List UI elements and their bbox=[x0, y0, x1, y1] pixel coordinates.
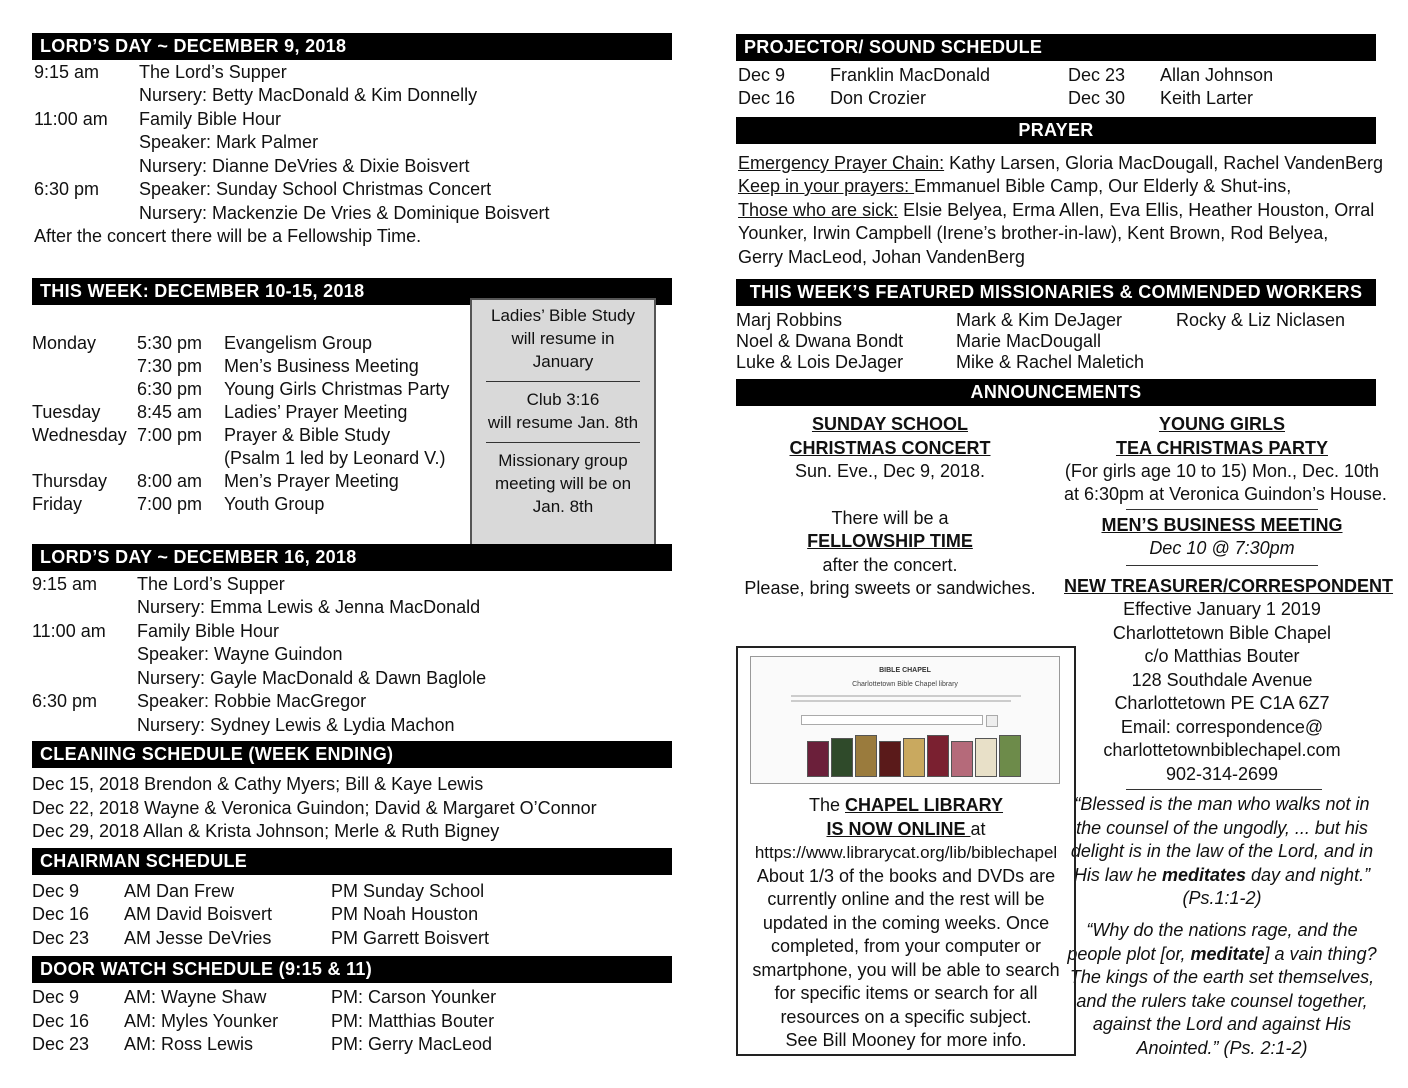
am-door: AM: Wayne Shaw bbox=[124, 987, 267, 1007]
sick-names: Elsie Belyea, Erma Allen, Eva Ellis, Heather Houston, Orral bbox=[898, 200, 1375, 220]
service-item: Nursery: Gayle MacDonald & Dawn Baglole bbox=[137, 668, 487, 688]
chairman-header: CHAIRMAN SCHEDULE bbox=[32, 848, 672, 875]
concert-title: SUNDAY SCHOOL bbox=[811, 414, 969, 434]
quote-emphasis: meditates bbox=[1161, 865, 1246, 885]
book-cover bbox=[903, 738, 925, 777]
girls-title: YOUNG GIRLS bbox=[1158, 414, 1285, 434]
door-watch-header: DOOR WATCH SCHEDULE (9:15 & 11) bbox=[32, 956, 672, 983]
this-week-header: THIS WEEK: DECEMBER 10-15, 2018 bbox=[32, 278, 672, 305]
girls-details: (For girls age 10 to 15) Mon., Dec. 10th bbox=[1064, 461, 1380, 481]
quote-line bbox=[1064, 943, 1380, 966]
event: Prayer & Bible Study bbox=[224, 425, 391, 445]
projector-header: PROJECTOR/ SOUND SCHEDULE bbox=[736, 34, 1376, 61]
service-item: Family Bible Hour bbox=[139, 109, 282, 129]
service-item: Speaker: Sunday School Christmas Concert bbox=[139, 179, 492, 199]
library-body-line: updated in the coming weeks. Once bbox=[762, 913, 1050, 933]
day: Monday bbox=[32, 333, 97, 353]
notice-line: Jan. 8th bbox=[532, 497, 594, 516]
library-title-line bbox=[738, 818, 1074, 841]
time: 8:45 am bbox=[137, 402, 203, 422]
quote-text: His law he bbox=[1073, 865, 1162, 885]
pm-door: PM: Matthias Bouter bbox=[331, 1011, 495, 1031]
notice-line: Missionary group bbox=[498, 451, 628, 470]
service-item: The Lord’s Supper bbox=[137, 574, 285, 594]
quote-line: The kings of the earth set themselves, bbox=[1069, 967, 1375, 987]
service-item: Nursery: Dianne DeVries & Dixie Boisvert bbox=[139, 156, 470, 176]
ladies-study-notice bbox=[472, 304, 654, 373]
search-input[interactable] bbox=[801, 715, 983, 725]
date: Dec 9 bbox=[32, 987, 80, 1007]
event: Young Girls Christmas Party bbox=[224, 379, 450, 399]
cleaning-row: Dec 22, 2018 Wayne & Veronica Guindon; David & Margaret O’Connor bbox=[32, 798, 597, 818]
notice-line: will resume in bbox=[511, 329, 615, 348]
time: 11:00 am bbox=[32, 621, 106, 641]
book-cover bbox=[951, 741, 973, 777]
am-chair: AM Dan Frew bbox=[124, 881, 235, 901]
service-item: Nursery: Emma Lewis & Jenna MacDonald bbox=[137, 597, 481, 617]
library-logo: BIBLE CHAPEL bbox=[879, 667, 931, 674]
book-cover bbox=[879, 741, 901, 777]
time: 9:15 am bbox=[34, 62, 100, 82]
search-icon[interactable] bbox=[986, 715, 998, 727]
divider bbox=[486, 381, 640, 382]
day: Thursday bbox=[32, 471, 108, 491]
event: Men’s Prayer Meeting bbox=[224, 471, 399, 491]
quote-line: Anointed.” (Ps. 2:1-2) bbox=[1136, 1038, 1308, 1058]
treasurer-line: 128 Southdale Avenue bbox=[1131, 670, 1313, 690]
service-item: Speaker: Wayne Guindon bbox=[137, 644, 343, 664]
missionary: Marj Robbins bbox=[736, 310, 843, 330]
date: Dec 9 bbox=[32, 881, 80, 901]
am-door: AM: Ross Lewis bbox=[124, 1034, 254, 1054]
cleaning-row: Dec 15, 2018 Brendon & Cathy Myers; Bill & Kaye Lewis bbox=[32, 774, 484, 794]
library-body-line: resources on a specific subject. bbox=[780, 1007, 1032, 1027]
quote-emphasis: meditate bbox=[1190, 944, 1265, 964]
resume-notice-box bbox=[470, 298, 656, 546]
missionary: Mark & Kim DeJager bbox=[956, 310, 1123, 330]
quote-line: the counsel of the ungodly, ... but his bbox=[1076, 818, 1368, 838]
day: Tuesday bbox=[32, 402, 101, 422]
event: (Psalm 1 led by Leonard V.) bbox=[224, 448, 446, 468]
quote-line: and the rulers take counsel together, bbox=[1076, 991, 1368, 1011]
treasurer-title: NEW TREASURER/CORRESPONDENT bbox=[1064, 576, 1394, 596]
notice-line: January bbox=[532, 352, 594, 371]
girls-title: TEA CHRISTMAS PARTY bbox=[1115, 438, 1328, 458]
day: Friday bbox=[32, 494, 83, 514]
missionary: Marie MacDougall bbox=[956, 331, 1102, 351]
am-door: AM: Myles Younker bbox=[124, 1011, 279, 1031]
pm-chair: PM Noah Houston bbox=[331, 904, 479, 924]
date: Dec 23 bbox=[32, 1034, 90, 1054]
service-item: Family Bible Hour bbox=[137, 621, 280, 641]
book-cover bbox=[927, 735, 949, 777]
lords-day-dec9-header: LORD’S DAY ~ DECEMBER 9, 2018 bbox=[32, 33, 672, 60]
pm-chair: PM Sunday School bbox=[331, 881, 485, 901]
pm-chair: PM Garrett Boisvert bbox=[331, 928, 490, 948]
fellowship-text: after the concert. bbox=[822, 555, 958, 575]
service-item: Nursery: Sydney Lewis & Lydia Machon bbox=[137, 715, 455, 735]
prayer-chain-line bbox=[738, 152, 1383, 175]
missionary: Luke & Lois DeJager bbox=[736, 352, 904, 372]
mens-meeting-time: Dec 10 @ 7:30pm bbox=[1149, 538, 1295, 558]
library-title: IS NOW ONLINE bbox=[826, 819, 971, 839]
announcements-header: ANNOUNCEMENTS bbox=[736, 379, 1376, 406]
sick-names-cont: Younker, Irwin Campbell (Irene’s brother-in-law), Kent Brown, Rod Belyea, bbox=[738, 223, 1329, 243]
event: Ladies’ Prayer Meeting bbox=[224, 402, 408, 422]
prayer-chain-label: Emergency Prayer Chain: bbox=[738, 153, 945, 173]
service-item: Speaker: Robbie MacGregor bbox=[137, 691, 367, 711]
divider bbox=[1126, 789, 1322, 790]
prayer-chain-names: Kathy Larsen, Gloria MacDougall, Rachel VandenBerg bbox=[944, 153, 1384, 173]
library-site-title: Charlottetown Bible Chapel library bbox=[852, 681, 958, 688]
keep-in-prayers-line bbox=[738, 175, 1291, 198]
service-item: Nursery: Betty MacDonald & Kim Donnelly bbox=[139, 85, 478, 105]
pm-door: PM: Carson Younker bbox=[331, 987, 497, 1007]
fellowship-title: FELLOWSHIP TIME bbox=[807, 531, 973, 551]
book-cover bbox=[807, 741, 829, 777]
date: Dec 16 bbox=[32, 904, 90, 924]
operator: Allan Johnson bbox=[1160, 65, 1274, 85]
cleaning-row: Dec 29, 2018 Allan & Krista Johnson; Merle & Ruth Bigney bbox=[32, 821, 500, 841]
date: Dec 23 bbox=[32, 928, 90, 948]
missionary: Noel & Dwana Bondt bbox=[736, 331, 904, 351]
date: Dec 23 bbox=[1068, 65, 1126, 85]
lords-day-dec16-header: LORD’S DAY ~ DECEMBER 16, 2018 bbox=[32, 544, 672, 571]
event: Evangelism Group bbox=[224, 333, 373, 353]
fellowship-text: Please, bring sweets or sandwiches. bbox=[744, 578, 1036, 598]
treasurer-line: Effective January 1 2019 bbox=[1123, 599, 1321, 619]
service-item: The Lord’s Supper bbox=[139, 62, 287, 82]
book-cover bbox=[855, 735, 877, 777]
girls-details: at 6:30pm at Veronica Guindon’s House. bbox=[1064, 484, 1387, 504]
notice-line: Ladies’ Bible Study bbox=[491, 306, 635, 325]
text-placeholder bbox=[791, 695, 1021, 697]
library-body-line: About 1/3 of the books and DVDs are bbox=[756, 866, 1056, 886]
quote-line: “Why do the nations rage, and the bbox=[1086, 920, 1358, 940]
am-chair: AM Jesse DeVries bbox=[124, 928, 272, 948]
time: 7:30 pm bbox=[137, 356, 203, 376]
book-cover bbox=[975, 738, 997, 777]
operator: Keith Larter bbox=[1160, 88, 1254, 108]
cleaning-header: CLEANING SCHEDULE (WEEK ENDING) bbox=[32, 741, 672, 768]
quote-line: “Blessed is the man who walks not in bbox=[1074, 794, 1370, 814]
time: 6:30 pm bbox=[34, 179, 100, 199]
quote-reference: (Ps.1:1-2) bbox=[1182, 888, 1262, 908]
time: 6:30 pm bbox=[137, 379, 203, 399]
library-title-line bbox=[738, 794, 1074, 817]
time: 8:00 am bbox=[137, 471, 203, 491]
prayer-header: PRAYER bbox=[736, 117, 1376, 144]
sick-names-cont: Gerry MacLeod, Johan VandenBerg bbox=[738, 247, 1025, 267]
day: Wednesday bbox=[32, 425, 127, 445]
am-chair: AM David Boisvert bbox=[124, 904, 273, 924]
divider bbox=[1126, 509, 1318, 510]
concert-date: Sun. Eve., Dec 9, 2018. bbox=[794, 461, 986, 481]
mens-meeting-title: MEN’S BUSINESS MEETING bbox=[1101, 515, 1343, 535]
quote-line bbox=[1064, 864, 1380, 887]
quote-text: day and night.” bbox=[1245, 865, 1371, 885]
treasurer-email: Email: correspondence@ bbox=[1120, 717, 1324, 737]
text-placeholder bbox=[791, 700, 1011, 702]
date: Dec 30 bbox=[1068, 88, 1126, 108]
fellowship-text: There will be a bbox=[831, 508, 949, 528]
quote-text: people plot [or, bbox=[1067, 944, 1191, 964]
date: Dec 16 bbox=[738, 88, 796, 108]
treasurer-line: Charlottetown PE C1A 6Z7 bbox=[1114, 693, 1330, 713]
operator: Don Crozier bbox=[830, 88, 927, 108]
library-title: CHAPEL LIBRARY bbox=[845, 795, 1004, 815]
treasurer-phone: 902-314-2699 bbox=[1165, 764, 1279, 784]
library-url[interactable]: https://www.librarycat.org/lib/biblechapel bbox=[754, 843, 1058, 862]
library-body-line: See Bill Mooney for more info. bbox=[785, 1030, 1027, 1050]
club-notice bbox=[472, 388, 654, 434]
quote-line: against the Lord and against His bbox=[1092, 1014, 1352, 1034]
missionary: Mike & Rachel Maletich bbox=[956, 352, 1145, 372]
time: 6:30 pm bbox=[32, 691, 98, 711]
library-text: The bbox=[808, 795, 845, 815]
library-body-line: smartphone, you will be able to search bbox=[752, 960, 1060, 980]
notice-line: meeting will be on bbox=[494, 474, 632, 493]
treasurer-email: charlottetownbiblechapel.com bbox=[1103, 740, 1341, 760]
keep-in-prayers-names: Emmanuel Bible Camp, Our Elderly & Shut-ins, bbox=[914, 176, 1292, 196]
book-cover bbox=[831, 738, 853, 777]
treasurer-line: c/o Matthias Bouter bbox=[1144, 646, 1300, 666]
treasurer-line: Charlottetown Bible Chapel bbox=[1112, 623, 1332, 643]
quote-text: ] a vain thing? bbox=[1264, 944, 1377, 964]
library-body-line: currently online and the rest will be bbox=[767, 889, 1045, 909]
keep-in-prayers-label: Keep in your prayers: bbox=[738, 176, 915, 196]
divider bbox=[1126, 565, 1318, 566]
time: 11:00 am bbox=[34, 109, 108, 129]
library-website-screenshot bbox=[750, 656, 1060, 784]
sick-label: Those who are sick: bbox=[738, 200, 899, 220]
date: Dec 9 bbox=[738, 65, 786, 85]
service-item: Speaker: Mark Palmer bbox=[139, 132, 319, 152]
service-item: Nursery: Mackenzie De Vries & Dominique Boisvert bbox=[139, 203, 550, 223]
event: Men’s Business Meeting bbox=[224, 356, 419, 376]
time: 5:30 pm bbox=[137, 333, 203, 353]
library-announcement-box bbox=[736, 646, 1076, 1056]
library-body-line: for specific items or search for all bbox=[774, 983, 1038, 1003]
operator: Franklin MacDonald bbox=[830, 65, 991, 85]
notice-line: will resume Jan. 8th bbox=[487, 413, 639, 432]
divider bbox=[486, 442, 640, 443]
library-body-line: completed, from your computer or bbox=[770, 936, 1042, 956]
notice-line: Club 3:16 bbox=[526, 390, 600, 409]
date: Dec 16 bbox=[32, 1011, 90, 1031]
missionaries-header: THIS WEEK’S FEATURED MISSIONARIES & COMMENDED WORKERS bbox=[736, 279, 1376, 306]
missionary-notice bbox=[472, 449, 654, 518]
fellowship-note: After the concert there will be a Fellowship Time. bbox=[34, 226, 422, 246]
pm-door: PM: Gerry MacLeod bbox=[331, 1034, 493, 1054]
time: 9:15 am bbox=[32, 574, 98, 594]
book-cover bbox=[999, 735, 1021, 777]
sick-line bbox=[738, 199, 1374, 222]
library-text: at bbox=[970, 819, 986, 839]
concert-title: CHRISTMAS CONCERT bbox=[789, 438, 991, 458]
missionary: Rocky & Liz Niclasen bbox=[1176, 310, 1346, 330]
time: 7:00 pm bbox=[137, 425, 203, 445]
time: 7:00 pm bbox=[137, 494, 203, 514]
quote-line: delight is in the law of the Lord, and in bbox=[1070, 841, 1374, 861]
event: Youth Group bbox=[224, 494, 325, 514]
